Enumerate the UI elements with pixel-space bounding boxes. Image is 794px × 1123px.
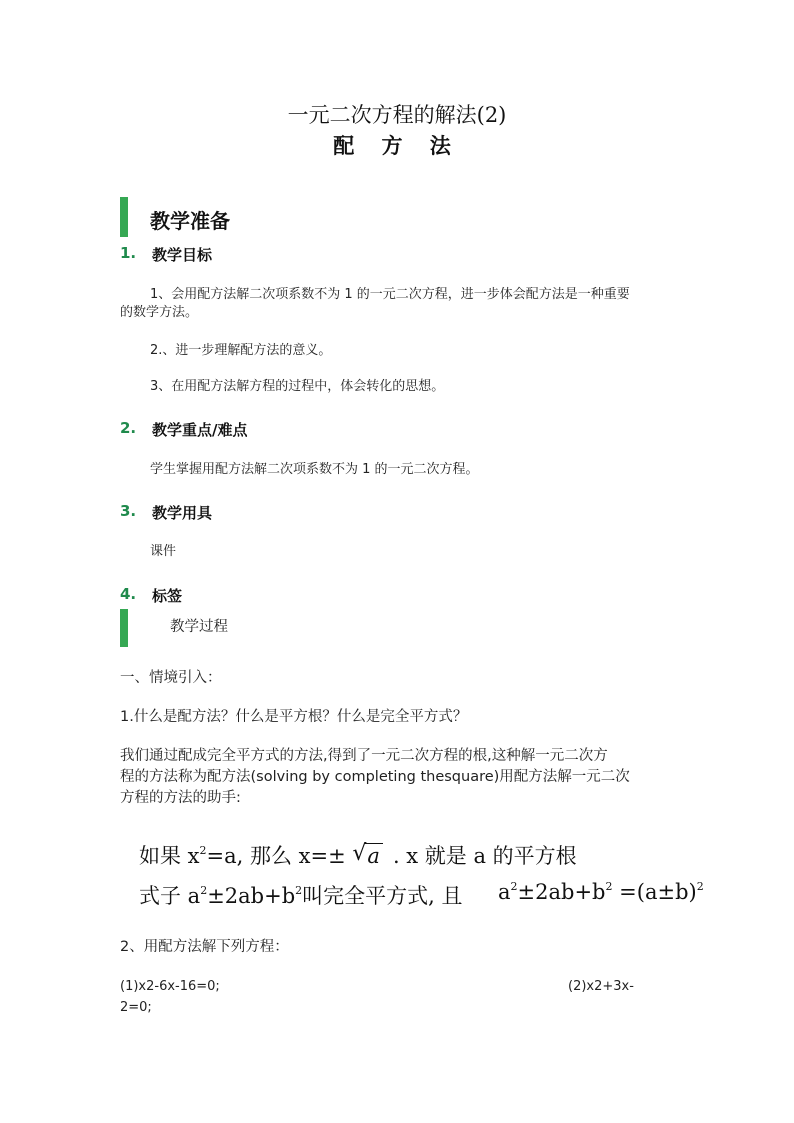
formula2-part-f: =(a±b) [612,880,697,904]
objective-3: 3、在用配方法解方程的过程中，体会转化的思想。 [150,379,445,394]
formula2-part-d: a [498,880,511,904]
formula1-part-b: =a, 那么 x=± [206,844,346,868]
document-title: 一元二次方程的解法(2) [287,103,507,127]
intro-paragraph-line3: 方程的方法的助手: [120,790,241,806]
intro-heading: 一、情境引入： [120,670,222,686]
item-number-4: 4. [120,585,137,603]
formula1-part-c: . x 就是 a 的平方根 [392,844,577,868]
exercise-equation-1: (1)x2-6x-16=0; [120,979,220,994]
intro-question: 1.什么是配方法？什么是平方根？什么是完全平方式？ [120,709,468,725]
objective-2: 2.、进一步理解配方法的意义。 [150,343,332,358]
exercise-heading: 2、用配方法解下列方程： [120,939,289,955]
process-marker-bar [120,609,128,647]
formula-perfect-square [139,880,463,910]
key-points-text: 学生掌握用配方法解二次项系数不为 1 的一元二次方程。 [150,462,479,477]
item-number-3: 3. [120,502,137,520]
item-label-key-points: 教学重点/难点 [152,421,248,439]
item-number-1: 1. [120,244,137,262]
tools-text: 课件 [150,544,177,559]
formula2-exp-e: 2 [605,880,613,893]
formula1-part-a: 如果 x [139,844,200,868]
item-number-2: 2. [120,419,137,437]
exercise-equation-2-part2: 2=0; [120,1000,152,1015]
formula2-exp-a: 2 [200,884,208,897]
intro-paragraph-line1: 我们通过配成完全平方式的方法,得到了一元二次方程的根,这种解一元二次方 [120,748,608,764]
document-subtitle: 配 方 法 [333,133,461,158]
item-label-objectives: 教学目标 [152,246,213,264]
formula1-radicand: a [364,843,383,868]
item-label-tools: 教学用具 [152,504,213,522]
formula2-exp-f: 2 [696,880,704,893]
square-root-sign: √ a [352,843,383,868]
formula1-exponent: 2 [199,844,207,857]
section-heading: 教学准备 [150,209,230,233]
item-label-tags: 标签 [152,587,183,605]
section-marker-bar [120,197,128,237]
formula2-exp-b: 2 [295,884,303,897]
formula2-part-e: ±2ab+b [517,880,606,904]
intro-paragraph-line2: 程的方法称为配方法(solving by completing thesquare)用配方法解一元二次 [120,769,630,785]
formula2-part-c: 叫完全平方式, 且 [302,884,463,908]
objective-1-line2: 的数学方法。 [120,305,199,320]
formula2-part-b: ±2ab+b [207,884,296,908]
process-label: 教学过程 [170,619,228,635]
formula2-exp-d: 2 [510,880,518,893]
exercise-equation-2-part1: (2)x2+3x- [568,979,634,994]
formula-square-root [139,840,577,870]
formula2-part-a: 式子 a [139,884,201,908]
formula-perfect-square-identity [498,880,704,904]
objective-1-line1: 1、会用配方法解二次项系数不为 1 的一元二次方程，进一步体会配方法是一种重要 [150,287,630,302]
